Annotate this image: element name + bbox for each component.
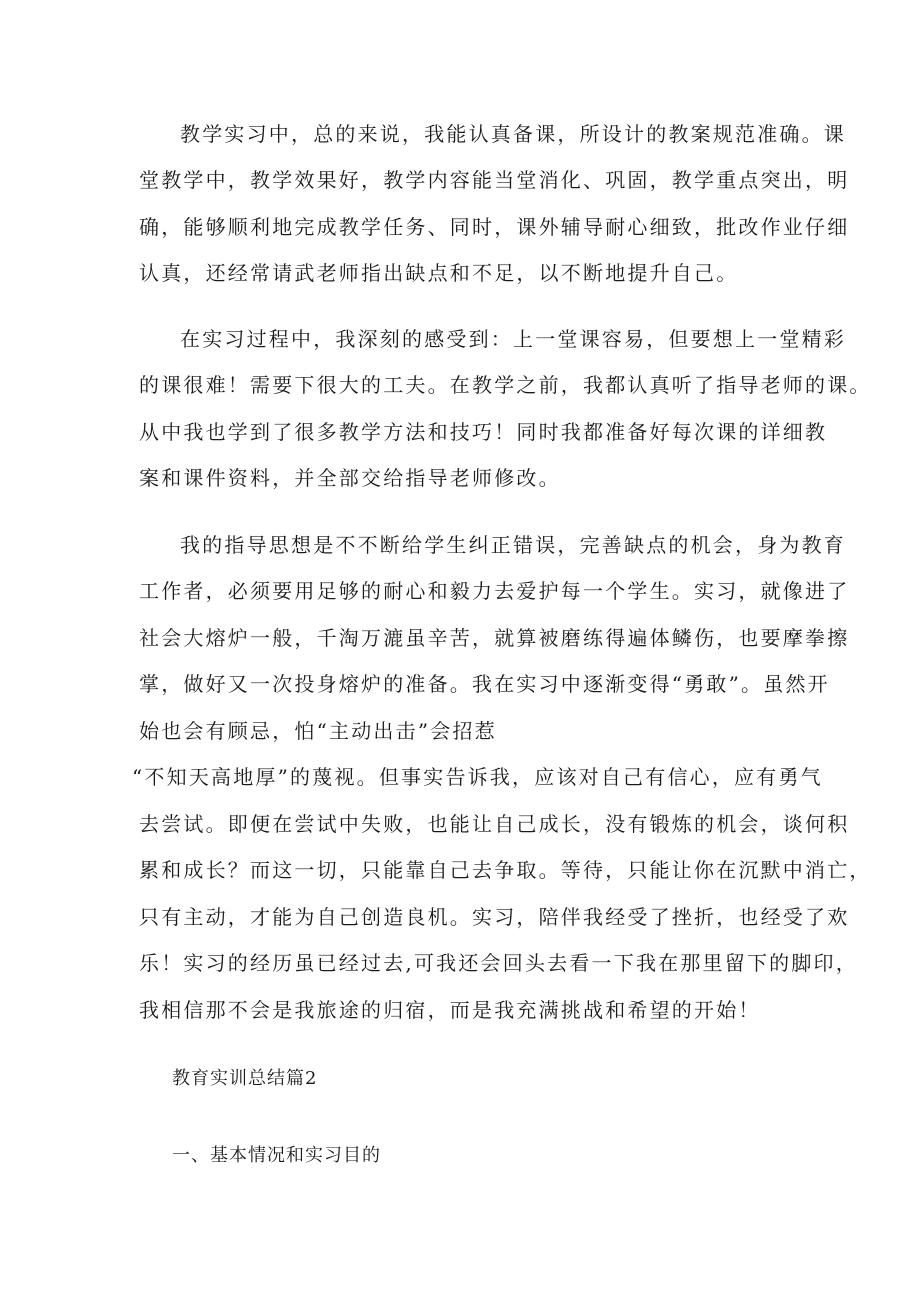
paragraph-1-line-1: 教学实习中，总的来说，我能认真备课，所设计的教案规范准确。课 [180,122,846,146]
paragraph-2-line-1: 在实习过程中，我深刻的感受到：上一堂课容易，但要想上一堂精彩 [180,327,846,351]
subsection-title: 一、基本情况和实习目的 [172,1145,381,1166]
paragraph-3-line-5: 始也会有顾忌，怕“主动出击”会招惹 [139,719,497,743]
paragraph-3-line-7: 去尝试。即便在尝试中失败，也能让自己成长，没有锻炼的机会，谈何积 [139,812,850,836]
paragraph-3-line-2: 工作者，必须要用足够的耐心和毅力去爱护每一个学生。实习，就像进了 [139,579,850,603]
paragraph-3-line-8: 累和成长？而这一切，只能靠自己去争取。等待，只能让你在沉默中消亡， [139,858,872,882]
paragraph-3-line-3: 社会大熔炉一般，千淘万漉虽辛苦，就算被磨练得遍体鳞伤，也要摩拳擦 [139,626,850,650]
paragraph-3-line-11: 我相信那不会是我旅途的归宿，而是我充满挑战和希望的开始！ [139,998,761,1022]
paragraph-2-line-3: 从中我也学到了很多教学方法和技巧！同时我都准备好每次课的详细教 [139,420,828,444]
paragraph-3-line-9: 只有主动，才能为自己创造良机。实习，陪伴我经受了挫折，也经受了欢 [139,905,850,929]
section-title: 教育实训总结篇2 [172,1068,318,1089]
paragraph-3-line-4: 掌，做好又一次投身熔炉的准备。我在实习中逐渐变得“勇敢”。虽然开 [139,672,830,696]
paragraph-3-line-10: 乐！实习的经历虽已经过去,可我还会回头去看一下我在那里留下的脚印， [139,951,858,975]
paragraph-1-line-3: 确，能够顺利地完成教学任务、同时，课外辅导耐心细致，批改作业仔细 [139,215,850,239]
paragraph-2-line-4: 案和课件资料，并全部交给指导老师修改。 [139,466,561,490]
paragraph-2-line-2: 的课很难！需要下很大的工夫。在教学之前，我都认真听了指导老师的课。 [139,373,872,397]
paragraph-1-line-4: 认真，还经常请武老师指出缺点和不足，以不断地提升自己。 [139,261,739,285]
paragraph-1-line-2: 堂教学中，教学效果好，教学内容能当堂消化、巩固，教学重点突出，明 [139,168,850,192]
paragraph-3-line-6: “不知天高地厚”的蔑视。但事实告诉我，应该对自己有信心，应有勇气 [132,765,823,789]
paragraph-3-line-1: 我的指导思想是不不断给学生纠正错误，完善缺点的机会，身为教育 [180,533,846,557]
